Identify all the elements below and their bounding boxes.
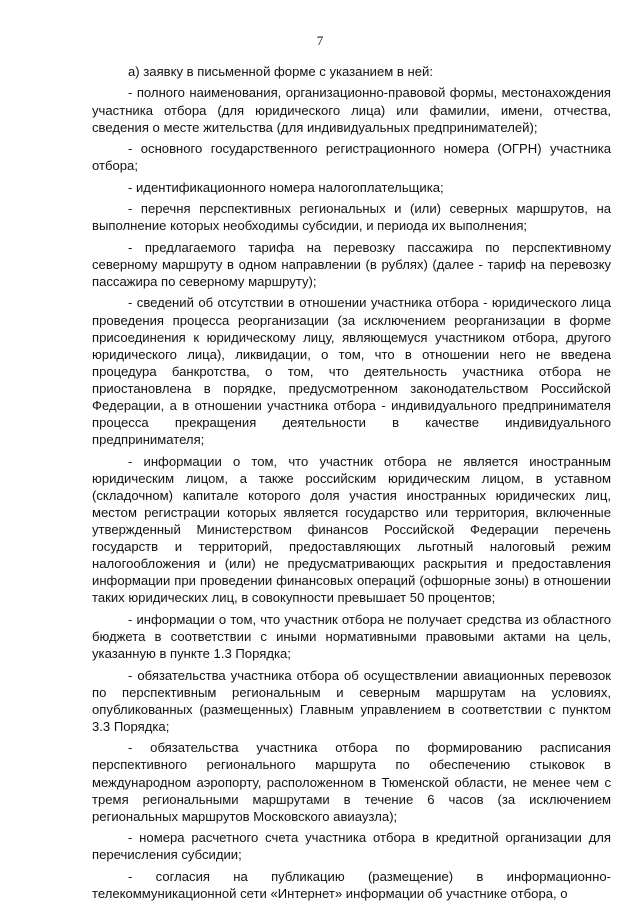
list-item-tariff: - предлагаемого тарифа на перевозку пассажира по перспективному северному маршруту в одном направлении (в рублях) (далее - тариф на перевозку пассажира по северному маршруту); [92,239,611,289]
list-item-name: - полного наименования, организационно-правовой формы, местонахождения участника отбора (для юридического лица) или фамилии, имени, отчества, сведения о месте жительства (для индивидуальных предпринимателей); [92,85,611,135]
list-item-reorganization: - сведений об отсутствии в отношении участника отбора - юридического лица проведения процесса реорганизации (за исключением реорганизации в форме присоединения к юридическому лицу, являющемуся участником отбора, другого юридического лица), ликвидации, о том, что в отношении него не введена процедура банкротства, о том, что деятельность участника отбора не приостановлена в порядке, предусмотренном законодательством Российской Федерации, а в отношении участника отбора - индивидуального предпринимателя процесса прекращения деятельности в качестве индивидуального предпринимателя; [92,295,611,448]
list-item-air-transport-obligation: - обязательства участника отбора об осуществлении авиационных перевозок по перспективным региональным и северным маршрутам на условиях, опубликованных (размещенных) Главным управлением в соответствии с пунктом 3.3 Порядка; [92,667,611,734]
list-item-foreign-entity: - информации о том, что участник отбора не является иностранным юридическим лицом, а также российским юридическим лицом, в уставном (складочном) капитале которого доля участия иностранных юридических лиц, местом регистрации которых является государство или территория, включенные утвержденный Министерством финансов Российской Федерации перечень государств и территорий, предоставляющих льготный налоговый режим налогообложения и (или) не предусматривающих раскрытия и предоставления информации при проведении финансовых операций (офшорные зоны) в отношении таких юридических лиц, в совокупности превышает 50 процентов; [92,453,611,606]
list-item-publication-consent: - согласия на публикацию (размещение) в информационно-телекоммуникационной сети «Интернет» информации об участнике отбора, о [92,868,611,901]
list-item-ogrn: - основного государственного регистрационного номера (ОГРН) участника отбора; [92,141,611,174]
list-item-budget-funds: - информации о том, что участник отбора не получает средства из областного бюджета в соответствии с иными нормативными правовыми актами на цель, указанную в пункте 1.3 Порядка; [92,611,611,662]
list-item-routes: - перечня перспективных региональных и (или) северных маршрутов, на выполнение которых необходимы субсидии, и периода их выполнения; [92,201,611,234]
document-body [92,63,611,906]
list-item-inn: - идентификационного номера налогоплательщика; [128,179,444,195]
list-item-schedule-obligation: - обязательства участника отбора по формированию расписания перспективного регионального маршрута по обеспечению стыковок в международном аэропорту, расположенном в Тюменской области, не менее чем с тремя региональными маршрутами в течение 6 часов (за исключением региональных маршрутов Московского авиаузла); [92,740,611,824]
page-number: 7 [316,33,324,48]
paragraph-application-intro: а) заявку в письменной форме с указанием в ней: [128,64,433,79]
list-item-bank-account: - номера расчетного счета участника отбора в кредитной организации для перечисления субсидии; [92,830,611,863]
